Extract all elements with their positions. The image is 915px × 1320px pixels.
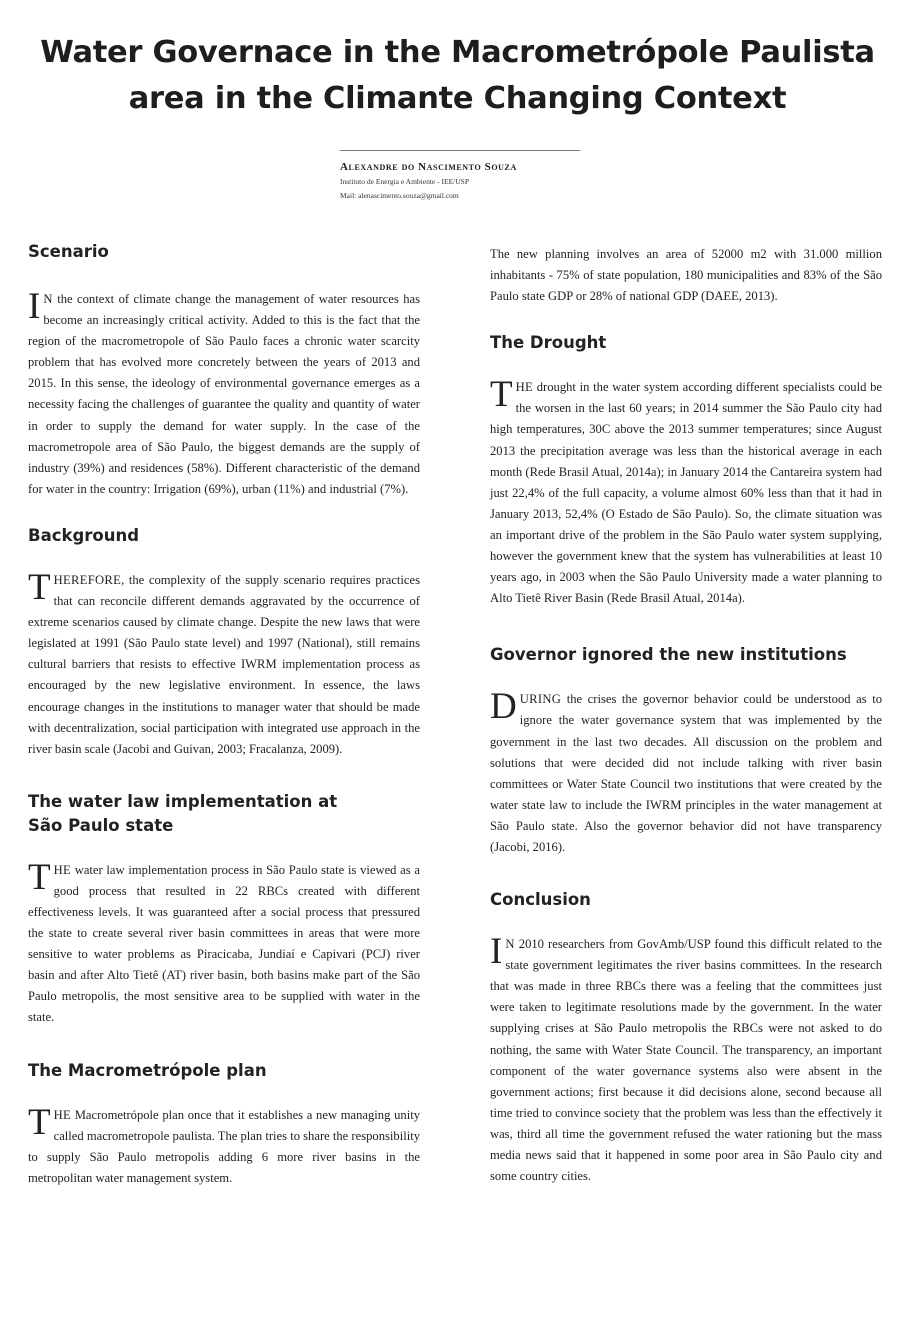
lead-in: HEREFORE (53, 572, 122, 587)
section-body (28, 856, 420, 1029)
section-heading: The Macrometrópole plan (28, 1060, 267, 1080)
section-heading: Background (28, 525, 140, 545)
section-heading: Governor ignored the new institutions (490, 645, 847, 665)
body-text: the context of climate change the management of water resources has become an increasingly critical activity. Added to this is the fact that the region of the macrometropole of São Paulo faces a chronic water scarcity problem that has evolved more concretely between the years of 2013 and 2015. In this sense, the ideology of environmental governance emerges as a necessity facing the challenges of guarantee the quality and quantity of water in order to supply the demand for water supply. In the case of the macrometropole area of São Paulo, the biggest demands are the supply of industry (39%) and residences (58%). Different characteristic of the demand for water in the country: Irrigation (69%), urban (11%) and industrial (7%). (28, 292, 420, 496)
section-water-law (28, 790, 420, 1029)
drop-cap: T (28, 566, 51, 608)
author-block (340, 160, 600, 203)
section-governor (490, 643, 882, 858)
left-column (28, 240, 420, 1189)
section-background (28, 524, 420, 760)
lead-in: HE (53, 1107, 71, 1122)
drop-cap: I (490, 931, 503, 973)
section-macrometropole (28, 1059, 420, 1189)
paper-title (20, 30, 895, 122)
body-text: , the complexity of the supply scenario requires practices that can reconcile different demands aggravated by the occurrence of extreme scenarios caused by climate change. Despite the new laws that were legislated at 1991 (São Paulo state level) and 1997 (National), still remains cultural barriers that resists to effective IWRM implementation process as encouraged by the new legislative environment. In essence, the laws encourage changes in the institutions to manager water that should be made with decentralization, social participation with integrated use approach in the river basin scale (Jacobi and Guivan, 2003; Fracalanza, 2009). (28, 572, 420, 756)
section-heading (28, 790, 420, 838)
body-text: drought in the water system according different specialists could be the worsen in the last 60 years; in 2014 summer the São Paulo city had high temperatures, 30C above the 2013 summer temperatures; since August 2013 the precipitation average was less than the historical average in each month (Rede Brasil Atual, 2014a); in January 2014 the Cantareira system had just 22,4% of the full capacity, a volume almost 60% less than that it had in January 2013, 52,4% (O Estado de São Paulo). So, the climate situation was an important drive of the problem in the São Paulo water system supplying, however the government knew that the system has vulnerabilities at least 10 years ago, in 2003 when the São Paulo University made a water planning to Alto Tietê River Basin (Rede Brasil Atual, 2014a). (490, 380, 882, 606)
lead-in: HE (515, 380, 533, 395)
author-divider (340, 150, 580, 151)
section-drought (490, 331, 882, 609)
section-body (490, 931, 882, 1187)
body-text: water law implementation process in São Paulo state is viewed as a good process that resulted in 22 RBCs created with different effectiveness levels. It was guaranteed after a social process that pressured the state to create several river basin committees in areas that were more sensitive to water problems as Piracicaba, Jundiaí e Capivari (PCJ) river basin and after Alto Tietê (AT) river basin, both basins make part of the São Paulo metropolis, the most sensitive area to be supplied with water in the state. (28, 862, 420, 1025)
heading-line-2: São Paulo state (28, 815, 174, 835)
section-body (28, 1101, 420, 1189)
lead-in: N (505, 937, 515, 952)
lead-in: HE (53, 862, 71, 877)
section-body (28, 566, 420, 760)
body-text: the crises the governor behavior could be understood as to ignore the water governance system that was implemented by the government in the last two decades. All discussion on the problem and solutions that were decided did not include talking with river basin committees or Water State Council two institutions that were created by the water state law to include the IWRM principles in the water management at São Paulo state. Also the governor behavior did not have transparency (Jacobi, 2016). (490, 692, 882, 854)
section-heading: The Drought (490, 333, 607, 353)
drop-cap: I (28, 286, 41, 327)
heading-line-1: The water law implementation at (28, 791, 338, 811)
section-heading: Conclusion (490, 890, 591, 910)
section-scenario (28, 240, 420, 500)
right-column (490, 244, 882, 1187)
macrometropole-continued: The new planning involves an area of 52000 m2 with 31.000 million inhabitants - 75% of state population, 180 municipalities and 83% of the São Paulo state GDP or 28% of national GDP (DAEE, 2013). (490, 247, 882, 304)
body-text: 2010 researchers from GovAmb/USP found this difficult related to the state government legitimates the river basins committees. In the research that was made in three RBCs there was a feeling that the committees just were taken to legitimate resolutions made by the government. In the water supplying crises at São Paulo metropolis the RBCs were not asked to do nothing, the same with Water State Council. The transparency, an important component of the water governance systems also were absent in the government actions; first because it did decisions alone, second because all time tried to convince society that the problem was less than the effectively it was, third all time the government refused the water rationing but the mass media news said that it happened in some poor area in São Paulo city and some country cities. (490, 937, 882, 1184)
section-body (490, 686, 882, 858)
section-heading: Scenario (28, 242, 109, 261)
author-institution: Instituto de Energia e Ambiente - IEE/USP (340, 177, 470, 186)
title-line-1: Water Governace in the Macrometrópole Paulista (40, 35, 875, 70)
author-mail: Mail: alenascimento.souza@gmail.com (340, 191, 459, 200)
lead-in: N (43, 292, 53, 306)
lead-in: URING (519, 692, 562, 707)
drop-cap: D (490, 686, 517, 728)
drop-cap: T (28, 856, 51, 898)
body-text: Macrometrópole plan once that it establishes a new managing unity called macrometropole paulista. The plan tries to share the responsibility to supply São Paulo metropolis adding 6 more river basins in the metropolitan water management system. (28, 1107, 420, 1185)
drop-cap: T (490, 374, 513, 416)
section-conclusion (490, 888, 882, 1187)
title-line-2: area in the Climante Changing Context (128, 81, 787, 116)
author-name: Alexandre do Nascimento Souza (340, 161, 517, 173)
section-body (490, 374, 882, 609)
drop-cap: T (28, 1101, 51, 1143)
section-body (28, 286, 420, 500)
